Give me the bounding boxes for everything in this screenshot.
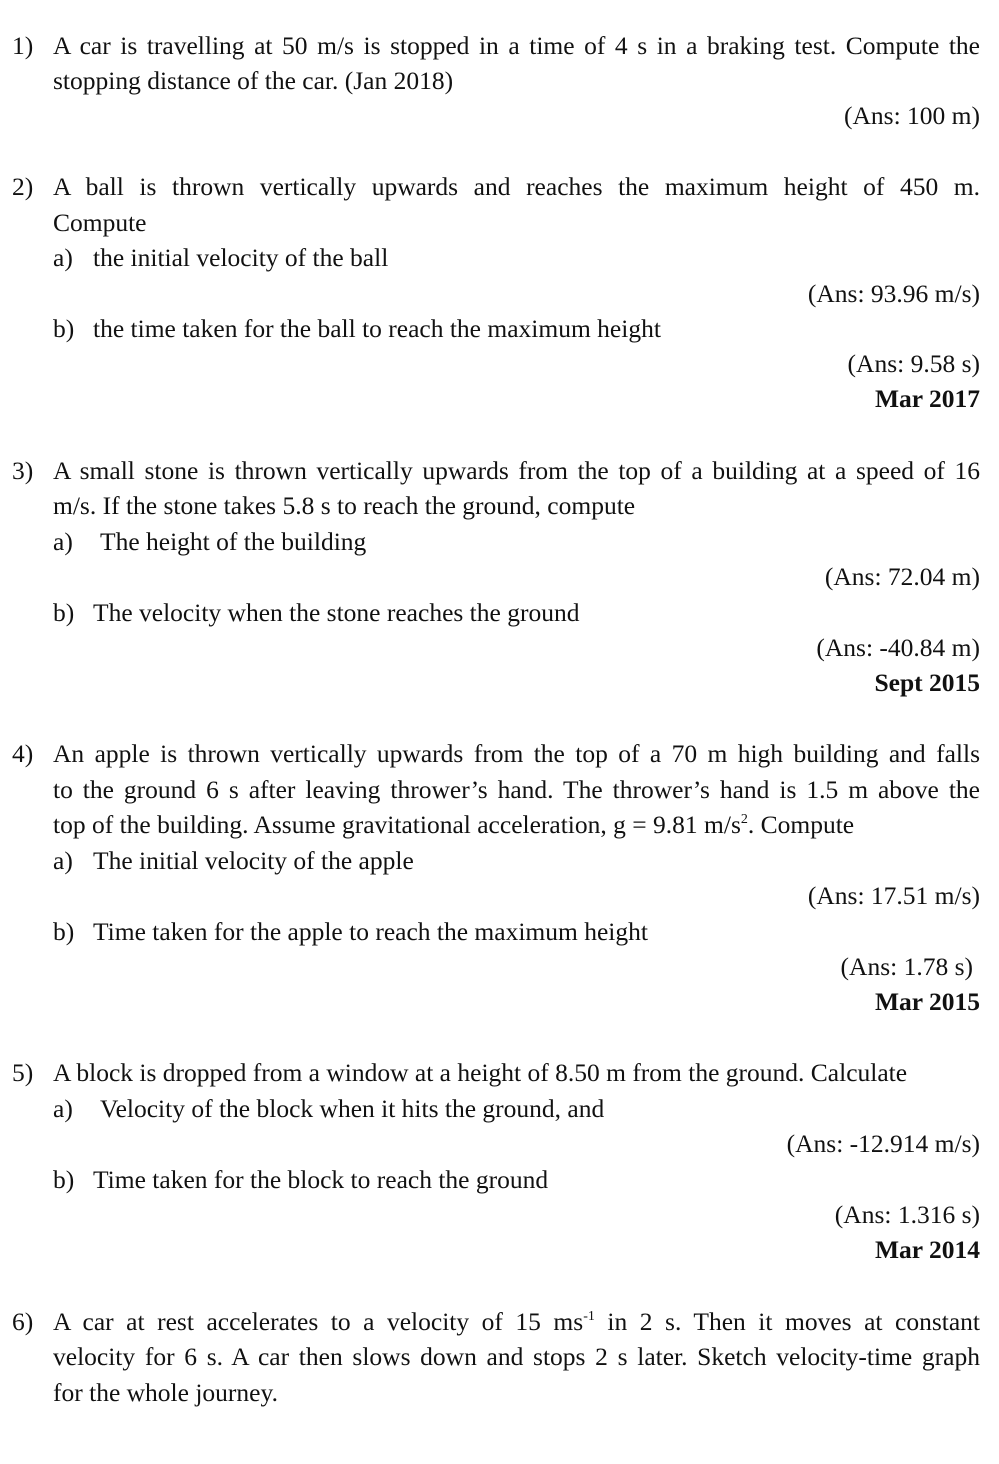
exam-date: Mar 2014 bbox=[874, 1235, 980, 1264]
exam-date: Mar 2015 bbox=[874, 987, 980, 1016]
answer: (Ans: 72.04 m) bbox=[824, 562, 980, 591]
sub-question-text: The initial velocity of the apple bbox=[93, 846, 414, 875]
exam-date: Sept 2015 bbox=[874, 668, 980, 697]
sub-question-label: a) bbox=[53, 527, 73, 556]
sub-question-text: The velocity when the stone reaches the ground bbox=[93, 598, 580, 627]
question-number: 2) bbox=[12, 172, 34, 201]
superscript: 2 bbox=[740, 812, 748, 827]
question-text: A car is travelling at 50 m/s is stopped in a time of 4 s in a braking test. Compute the bbox=[53, 31, 980, 60]
sub-question-label: b) bbox=[53, 314, 75, 343]
question-text: A ball is thrown vertically upwards and reaches the maximum height of 450 m. bbox=[53, 172, 980, 201]
text-run: A car at rest accelerates to a velocity of 15 ms bbox=[53, 1307, 584, 1336]
superscript: -1 bbox=[583, 1309, 595, 1324]
answer: (Ans: -40.84 m) bbox=[816, 633, 980, 662]
question-text: to the ground 6 s after leaving thrower’s hand. The thrower’s hand is 1.5 m above the bbox=[53, 775, 980, 804]
question-text: stopping distance of the car. (Jan 2018) bbox=[53, 66, 454, 95]
sub-question-label: b) bbox=[53, 917, 75, 946]
question-text: velocity for 6 s. A car then slows down and stops 2 s later. Sketch velocity-time graph bbox=[53, 1342, 980, 1371]
sub-question-label: a) bbox=[53, 846, 73, 875]
question-number: 4) bbox=[12, 739, 34, 768]
sub-question-text: Velocity of the block when it hits the ground, and bbox=[100, 1094, 605, 1123]
sub-question-text: Time taken for the apple to reach the maximum height bbox=[93, 917, 648, 946]
question-number: 3) bbox=[12, 456, 34, 485]
answer: (Ans: -12.914 m/s) bbox=[786, 1129, 980, 1158]
answer: (Ans: 1.78 s) bbox=[840, 952, 973, 981]
sub-question-text: Time taken for the block to reach the ground bbox=[93, 1165, 549, 1194]
sub-question-label: a) bbox=[53, 243, 73, 272]
question-text: A block is dropped from a window at a height of 8.50 m from the ground. Calculate bbox=[53, 1058, 908, 1087]
question-text bbox=[53, 1304, 980, 1340]
exam-date: Mar 2017 bbox=[874, 384, 980, 413]
answer: (Ans: 17.51 m/s) bbox=[807, 881, 980, 910]
answer: (Ans: 9.58 s) bbox=[847, 349, 980, 378]
answer: (Ans: 100 m) bbox=[844, 101, 980, 130]
sub-question-text: the time taken for the ball to reach the maximum height bbox=[93, 314, 661, 343]
text-run: in 2 s. Then it moves at constant bbox=[594, 1307, 981, 1336]
question-text: An apple is thrown vertically upwards from the top of a 70 m high building and falls bbox=[53, 739, 980, 768]
question-text bbox=[53, 807, 854, 843]
question-number: 5) bbox=[12, 1058, 34, 1087]
question-number: 6) bbox=[12, 1307, 34, 1336]
answer: (Ans: 93.96 m/s) bbox=[807, 279, 980, 308]
question-text: for the whole journey. bbox=[53, 1378, 278, 1407]
text-run: top of the building. Assume gravitational acceleration, g = 9.81 m/s bbox=[53, 810, 741, 839]
sub-question-label: b) bbox=[53, 598, 75, 627]
sub-question-text: The height of the building bbox=[100, 527, 367, 556]
question-text: Compute bbox=[53, 208, 147, 237]
sub-question-label: a) bbox=[53, 1094, 73, 1123]
question-text: A small stone is thrown vertically upwards from the top of a building at a speed of 16 bbox=[53, 456, 980, 485]
question-text: m/s. If the stone takes 5.8 s to reach the ground, compute bbox=[53, 491, 636, 520]
question-number: 1) bbox=[12, 31, 34, 60]
answer: (Ans: 1.316 s) bbox=[834, 1200, 980, 1229]
sub-question-label: b) bbox=[53, 1165, 75, 1194]
text-run: . Compute bbox=[747, 810, 855, 839]
sub-question-text: the initial velocity of the ball bbox=[93, 243, 389, 272]
